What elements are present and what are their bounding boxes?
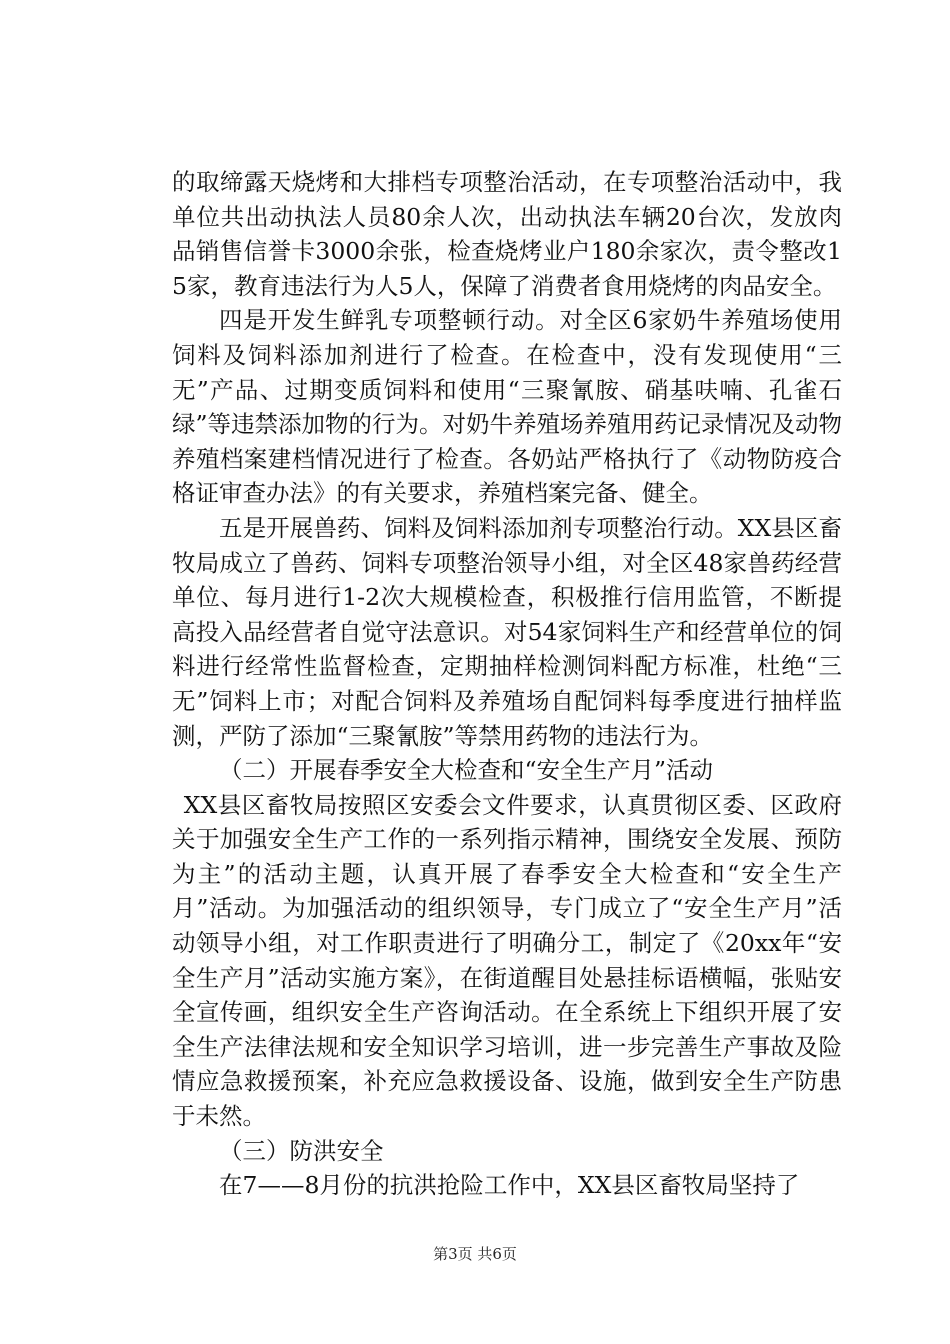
paragraph-safety-month: XX县区畜牧局按照区安委会文件要求，认真贯彻区委、区政府关于加强安全生产工作的一系列指示精神，围绕安全发展、预防为主”的活动主题，认真开展了春季安全大检查和“安全生产月”活动。为加强活动的组织领导，专门成立了“安全生产月”活动领导小组，对工作职责进行了明确分工，制定了《20xx年“安全生产月”活动实施方案》，在街道醒目处悬挂标语横幅，张贴安全宣传画，组织安全生产咨询活动。在全系统上下组织开展了安全生产法律法规和安全知识学习培训，进一步完善生产事故及险情应急救援预案，补充应急救援设备、设施，做到安全生产防患于未然。 bbox=[172, 790, 842, 1131]
paragraph-flood-control: 在7——8月份的抗洪抢险工作中，XX县区畜牧局坚持了 bbox=[219, 1171, 800, 1200]
page-footer: 第3页 共6页 bbox=[433, 1245, 517, 1263]
section-heading-spring-safety: （二）开展春季安全大检查和“安全生产月”活动 bbox=[219, 756, 714, 785]
section-heading-flood-safety: （三）防洪安全 bbox=[219, 1136, 384, 1165]
document-body bbox=[172, 165, 842, 1203]
paragraph-fresh-milk-campaign: 四是开发生鲜乳专项整顿行动。对全区6家奶牛养殖场使用饲料及饲料添加剂进行了检查。在检查中，没有发现使用“三无”产品、过期变质饲料和使用“三聚氰胺、硝基呋喃、孔雀石绿”等违禁添加物的行为。对奶牛养殖场养殖用药记录情况及动物养殖档案建档情况进行了检查。各奶站严格执行了《动物防疫合格证审查办法》的有关要求，养殖档案完备、健全。 bbox=[172, 306, 843, 508]
paragraph-veterinary-feed-campaign: 五是开展兽药、饲料及饲料添加剂专项整治行动。XX县区畜牧局成立了兽药、饲料专项整治领导小组，对全区48家兽药经营单位、每月进行1-2次大规模检查，积极推行信用监管，不断提高投入品经营者自觉守法意识。对54家饲料生产和经营单位的饲料进行经常性监督检查，定期抽样检测饲料配方标准，杜绝“三无”饲料上市；对配合饲料及养殖场自配饲料每季度进行抽样监测，严防了添加“三聚氰胺”等禁用药物的违法行为。 bbox=[172, 513, 842, 750]
paragraph-barbecue-rectification: 的取缔露天烧烤和大排档专项整治活动，在专项整治活动中，我单位共出动执法人员80余人次，出动执法车辆20台次，发放肉品销售信誉卡3000余张，检查烧烤业户180余家次，责令整改15家，教育违法行为人5人，保障了消费者食用烧烤的肉品安全。 bbox=[172, 168, 842, 300]
